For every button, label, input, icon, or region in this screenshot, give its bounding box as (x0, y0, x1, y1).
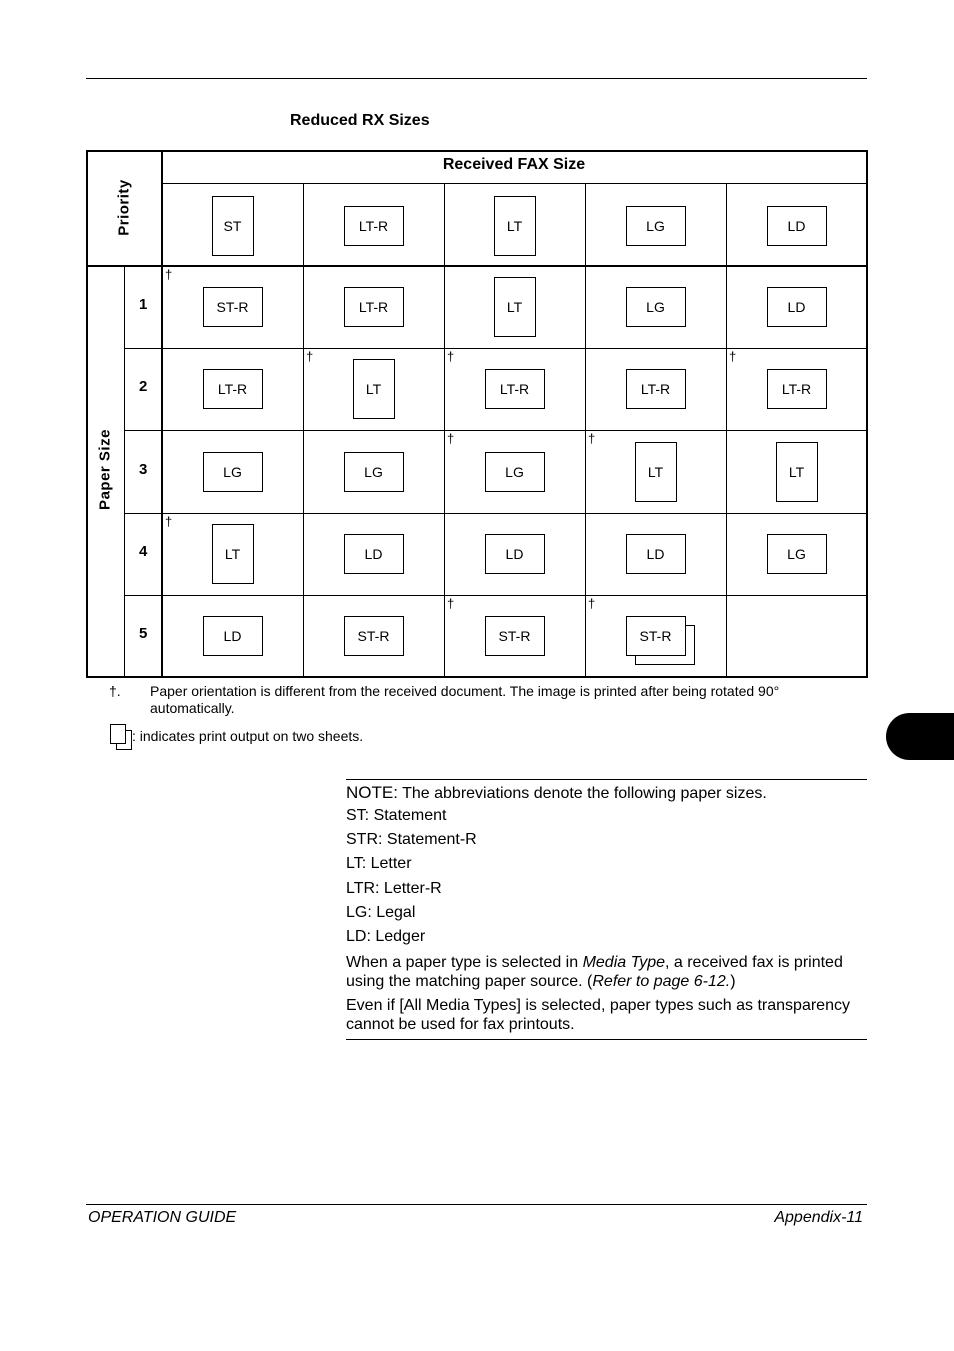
row-divider (125, 595, 866, 596)
footer-guide-title: OPERATION GUIDE (88, 1209, 237, 1226)
received-size-lt: LT (494, 196, 536, 256)
paper-size-divider (124, 266, 125, 676)
note-media-type-paragraph (346, 953, 866, 991)
header-label-divider (162, 183, 866, 184)
rotation-dagger: † (588, 596, 596, 611)
priority-number: 3 (139, 460, 148, 478)
rotation-dagger: † (447, 431, 455, 446)
abbreviation-item: LTR: Letter-R (346, 879, 442, 897)
paper-size-cell: LG (767, 534, 827, 574)
dagger-footnote-line1: Paper orientation is different from the received document. The image is printed after being rotated 90° (150, 683, 780, 699)
paper-size-cell: LG (485, 452, 545, 492)
rotation-dagger: † (165, 514, 173, 529)
paper-size-cell: LT (635, 442, 677, 502)
abbreviation-item: ST: Statement (346, 807, 447, 824)
note-para1-close: ) (730, 973, 736, 990)
page-reference-link[interactable]: Refer to page 6-12. (592, 973, 731, 990)
media-type-term: Media Type (582, 954, 665, 971)
header-row-divider (88, 265, 866, 267)
paper-size-cell: LG (626, 287, 686, 327)
paper-size-cell: LD (767, 287, 827, 327)
note-media-types-paragraph: Even if [All Media Types] is selected, paper types such as transparency cannot be used for fax printouts. (346, 997, 850, 1033)
rotation-dagger: † (165, 267, 173, 282)
priority-label: Priority (115, 179, 133, 236)
received-fax-size-header: Received FAX Size (442, 156, 586, 173)
note-para1-text2: , a received fax is printed using the matching paper source. ( (346, 954, 843, 990)
note-heading (346, 783, 767, 803)
rotation-dagger: † (729, 349, 737, 364)
section-title: Reduced RX Sizes (290, 112, 430, 129)
paper-size-cell: ST-R (626, 616, 686, 656)
priority-column-divider (161, 152, 163, 676)
paper-size-cell: LG (203, 452, 263, 492)
paper-size-cell: ST-R (344, 616, 404, 656)
priority-number: 4 (139, 543, 148, 560)
rotation-dagger: † (306, 349, 314, 364)
priority-number: 1 (139, 296, 148, 313)
abbreviation-item: LT: Letter (346, 855, 412, 873)
paper-size-cell: LG (344, 452, 404, 492)
top-rule (86, 78, 867, 79)
rotation-dagger: † (447, 596, 455, 611)
paper-size-cell: LT (212, 524, 254, 584)
paper-size-cell: LT-R (485, 369, 545, 409)
paper-size-cell: ST-R (485, 616, 545, 656)
note-bottom-rule (346, 1039, 867, 1040)
note-label: NOTE: (346, 783, 398, 802)
paper-size-cell: LT-R (344, 287, 404, 327)
paper-size-cell: ST-R (203, 287, 263, 327)
paper-size-cell: LD (485, 534, 545, 574)
dagger-footnote-line2: automatically. (150, 700, 235, 716)
two-sheets-footnote: : indicates print output on two sheets. (132, 728, 364, 744)
paper-size-cell: LD (344, 534, 404, 574)
row-divider (125, 348, 866, 349)
note-para1-text: When a paper type is selected in (346, 954, 583, 971)
paper-size-cell: LT (353, 359, 395, 419)
priority-number: 5 (139, 625, 148, 642)
abbreviation-item: LD: Ledger (346, 928, 426, 945)
abbreviation-item: STR: Statement-R (346, 831, 477, 849)
paper-size-cell: LT-R (767, 369, 827, 409)
paper-size-cell: LT (494, 277, 536, 337)
footer-rule (86, 1204, 867, 1205)
two-sheets-icon (110, 724, 132, 750)
dagger-footnote-mark: †. (109, 683, 121, 699)
paper-size-cell: LT-R (203, 369, 263, 409)
reduced-rx-table (86, 150, 868, 678)
paper-size-cell: LT (776, 442, 818, 502)
received-size-lt-r: LT-R (344, 206, 404, 246)
abbreviation-item: LG: Legal (346, 903, 416, 921)
paper-size-cell: LD (626, 534, 686, 574)
rotation-dagger: † (447, 349, 455, 364)
received-size-ld: LD (767, 206, 827, 246)
row-divider (125, 430, 866, 431)
paper-size-label: Paper Size (96, 429, 114, 510)
rotation-dagger: † (588, 431, 596, 446)
note-top-rule (346, 779, 867, 780)
received-size-st: ST (212, 196, 254, 256)
received-size-lg: LG (626, 206, 686, 246)
paper-size-cell: LT-R (626, 369, 686, 409)
chapter-tab (886, 713, 954, 760)
footer-page-number: Appendix-11 (774, 1209, 863, 1226)
row-divider (125, 513, 866, 514)
paper-size-cell: LD (203, 616, 263, 656)
note-intro: The abbreviations denote the following paper sizes. (397, 785, 767, 802)
priority-number: 2 (139, 378, 148, 395)
